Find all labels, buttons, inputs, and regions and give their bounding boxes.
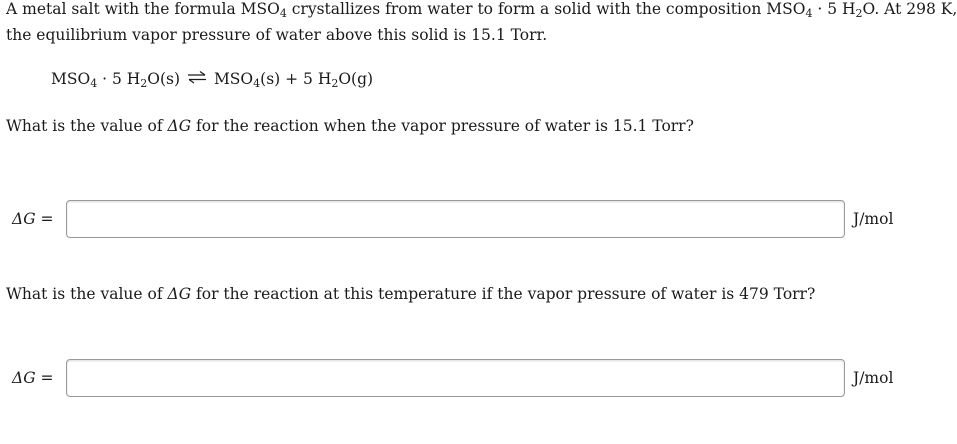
answer-1-label — [12, 210, 54, 228]
answer-2-input[interactable] — [66, 359, 845, 397]
equation-left-b: · 5 H — [97, 70, 141, 88]
equation-left-sub-a: 4 — [90, 77, 98, 90]
answer-1-input[interactable] — [66, 200, 845, 238]
answer-1-equals: = — [35, 210, 54, 228]
equation-right-c: O(g) — [338, 70, 374, 88]
question-2-text-after: for the reaction at this temperature if the vapor pressure of water is 479 Torr? — [191, 285, 816, 303]
problem-intro-line-2: the equilibrium vapor pressure of water above this solid is 15.1 Torr. — [6, 26, 548, 44]
answer-2-label — [12, 369, 54, 387]
intro-text-1: A metal salt with the formula MSO — [6, 0, 280, 18]
question-2-text-before: What is the value of — [6, 285, 168, 303]
equation-right-sub-b: 2 — [331, 77, 339, 90]
answer-1-symbol: ΔG — [12, 210, 36, 228]
equation-left-a: MSO — [51, 70, 91, 88]
question-1-text-after: for the reaction when the vapor pressure of water is 15.1 Torr? — [191, 117, 694, 135]
intro-text-2: crystallizes from water to form a solid with the composition MSO — [286, 0, 806, 18]
chemical-equation — [51, 70, 373, 90]
question-1-symbol: ΔG — [167, 117, 192, 135]
answer-2-unit: J/mol — [853, 369, 894, 387]
answer-2-equals: = — [35, 369, 54, 387]
equation-left-c: O(s) — [147, 70, 181, 88]
intro-subscript-3: 2 — [855, 7, 863, 20]
intro-subscript-1: 4 — [279, 7, 287, 20]
intro-text-4: O. At 298 K, — [862, 0, 957, 18]
question-1-text — [6, 117, 694, 135]
equation-right-b: (s) + 5 H — [260, 70, 332, 88]
question-2-symbol: ΔG — [167, 285, 192, 303]
question-2-text — [6, 285, 815, 303]
question-1-text-before: What is the value of — [6, 117, 168, 135]
answer-1-unit: J/mol — [853, 210, 894, 228]
problem-intro-line-1 — [6, 0, 957, 20]
answer-2-symbol: ΔG — [12, 369, 36, 387]
equilibrium-arrows-icon — [187, 71, 207, 83]
equation-right-sub-a: 4 — [253, 77, 261, 90]
equation-right-a: MSO — [213, 70, 254, 88]
intro-subscript-2: 4 — [805, 7, 813, 20]
equation-left-sub-b: 2 — [140, 77, 148, 90]
intro-text-3: · 5 H — [812, 0, 856, 18]
